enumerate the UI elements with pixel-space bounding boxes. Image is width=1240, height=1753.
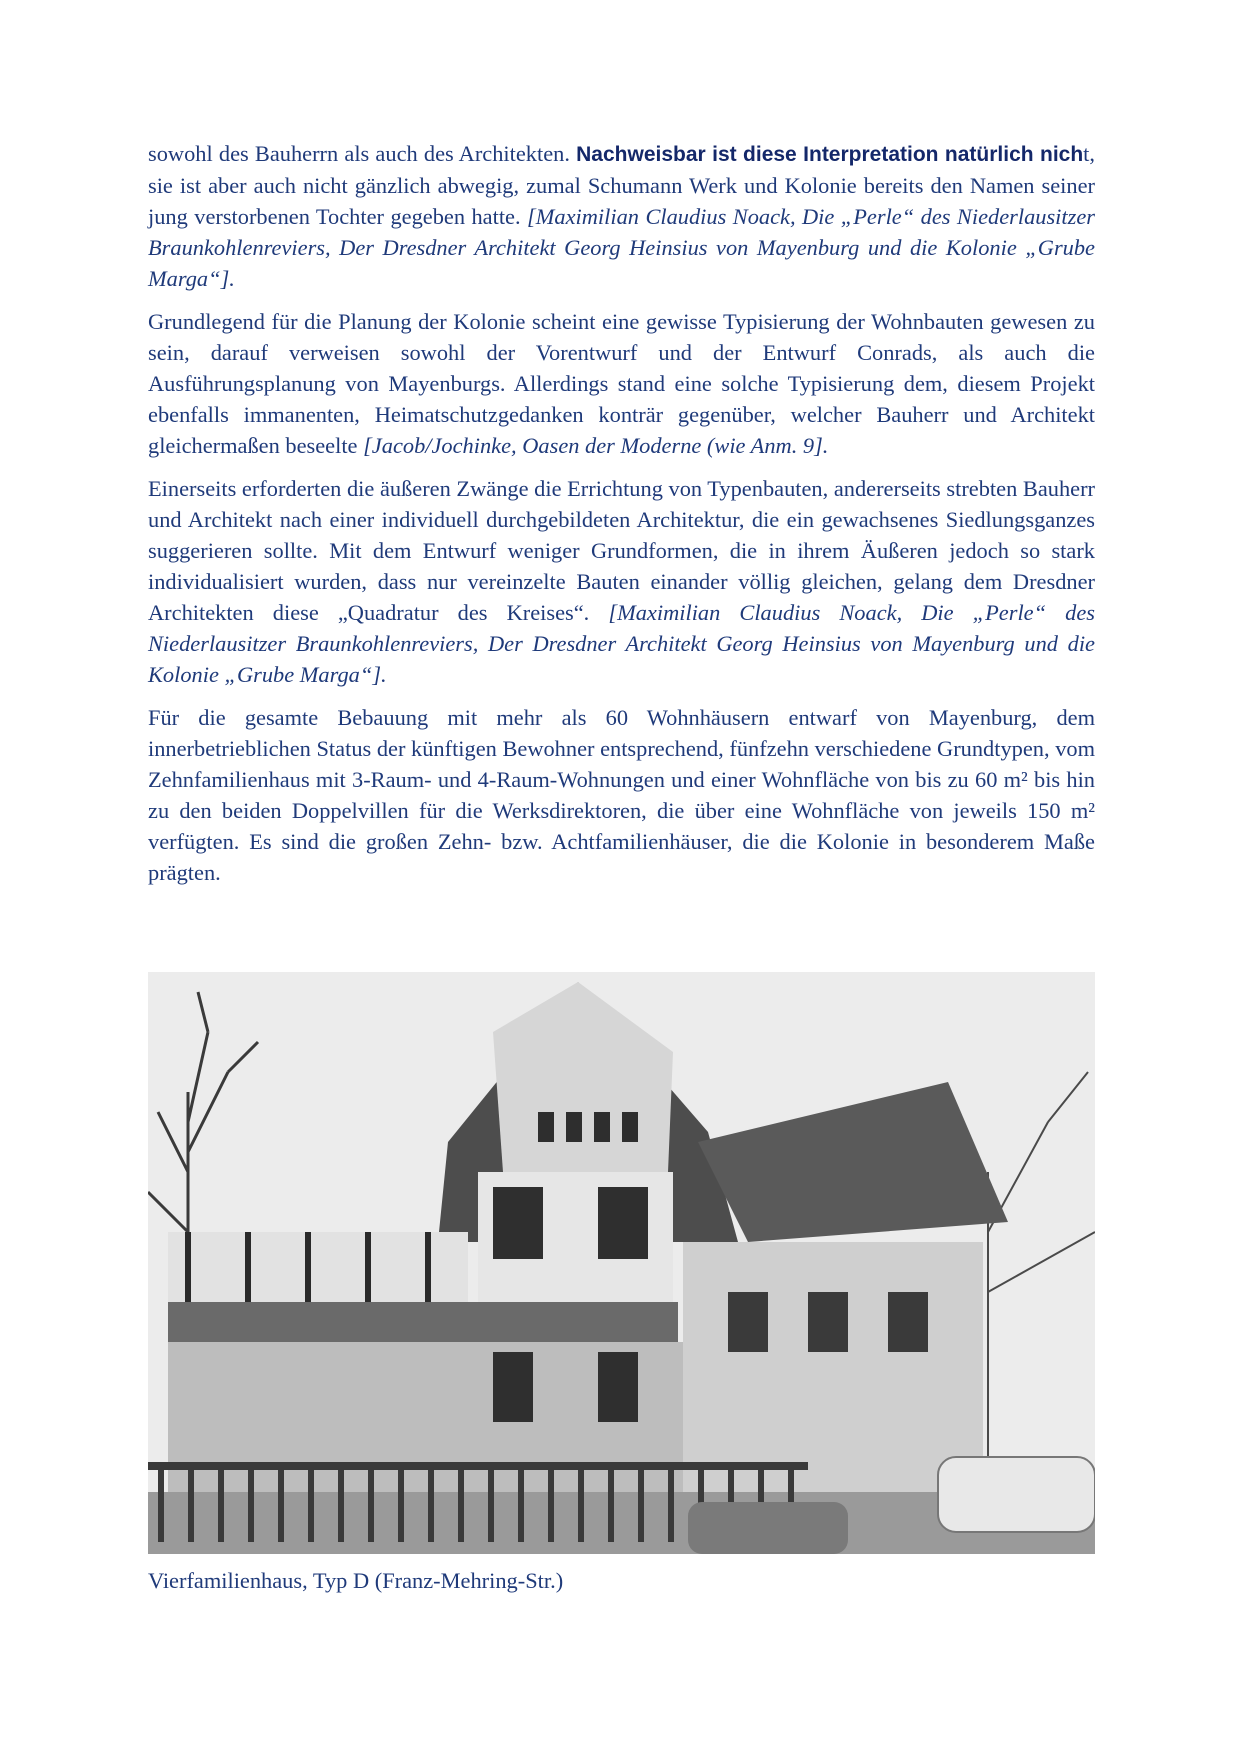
window <box>728 1292 768 1352</box>
window <box>888 1292 928 1352</box>
window <box>598 1187 648 1259</box>
text-run: Einerseits erforderten die äußeren Zwänge die Errichtung von Typenbauten, andererseits strebten Bauherr und Architekt nach einer individuell durchgebildeten Architektur, die ein gewachsenes Siedlungsganzes suggerieren sollte. Mit dem Entwurf weniger Grundformen, die in ihrem Äußeren jedoch so stark individualisiert wurden, dass nur vereinzelte Bauten einander völlig gleichen, gelang dem Dresdner Architekten diese „Quadratur des Kreises“. <box>148 476 1095 625</box>
window <box>808 1292 848 1352</box>
paragraph-3 <box>148 473 1095 690</box>
paragraph-2 <box>148 306 1095 461</box>
text-run: t, sie ist aber auch nicht gänzlich abwegig, zumal Schumann Werk und Kolonie bereits den Namen seiner jung verstorbenen Tochter gegeben hatte. <box>148 141 1095 229</box>
window <box>598 1352 638 1422</box>
cornice <box>168 1302 678 1342</box>
citation: [Maximilian Claudius Noack, Die „Perle“ des Niederlausitzer Braunkohlenreviers, Der Dresdner Architekt Georg Heinsius von Mayenburg und die Kolonie „Grube Marga“]. <box>148 204 1095 291</box>
text-run: sowohl des Bauherrn als auch des Architekten. <box>148 141 577 166</box>
text-run: Für die gesamte Bebauung mit mehr als 60 Wohnhäusern entwarf von Mayenburg, dem innerbetrieblichen Status der künftigen Bewohner entsprechend, fünfzehn verschiedene Grundtypen, vom Zehnfamilienhaus mit 3-Raum- und 4-Raum-Wohnungen und einer Wohnfläche von bis zu 60 m² bis hin zu den beiden Doppelvillen für die Werksdirektoren, die über eine Wohnfläche von jeweils 150 m² verfügten. Es sind die großen Zehn- bzw. Achtfamilienhäuser, die die Kolonie in besonderem Maße prägten. <box>148 705 1095 885</box>
window <box>493 1352 533 1422</box>
document-body <box>148 138 1095 900</box>
paragraph-4 <box>148 702 1095 888</box>
citation: [Jacob/Jochinke, Oasen der Moderne (wie Anm. 9]. <box>363 433 829 458</box>
paragraph-1 <box>148 138 1095 294</box>
house-photo-illustration <box>148 972 1095 1554</box>
window <box>493 1187 543 1259</box>
parked-car <box>688 1502 848 1554</box>
upper-floor <box>168 1232 468 1302</box>
citation: [Maximilian Claudius Noack, Die „Perle“ des Niederlausitzer Braunkohlenreviers, Der Dresdner Architekt Georg Heinsius von Mayenburg und die Kolonie „Grube Marga“]. <box>148 600 1095 687</box>
figure-caption: Vierfamilienhaus, Typ D (Franz-Mehring-Str.) <box>148 1568 564 1593</box>
rear-wing <box>683 1242 983 1492</box>
text-run: Grundlegend für die Planung der Kolonie scheint eine gewisse Typisierung der Wohnbauten gewesen zu sein, darauf verweisen sowohl der Vorentwurf und der Entwurf Conrads, als auch die Ausführungsplanung von Mayenburgs. Allerdings stand eine solche Typisierung dem, diesem Projekt ebenfalls immanenten, Heimatschutzgedanken konträr gegenüber, welcher Bauherr und Architekt gleichermaßen beseelte <box>148 309 1095 458</box>
house-photo <box>148 972 1095 1554</box>
bold-run: Nachweisbar ist diese Interpretation natürlich nich <box>576 143 1084 166</box>
parked-car <box>938 1457 1095 1532</box>
